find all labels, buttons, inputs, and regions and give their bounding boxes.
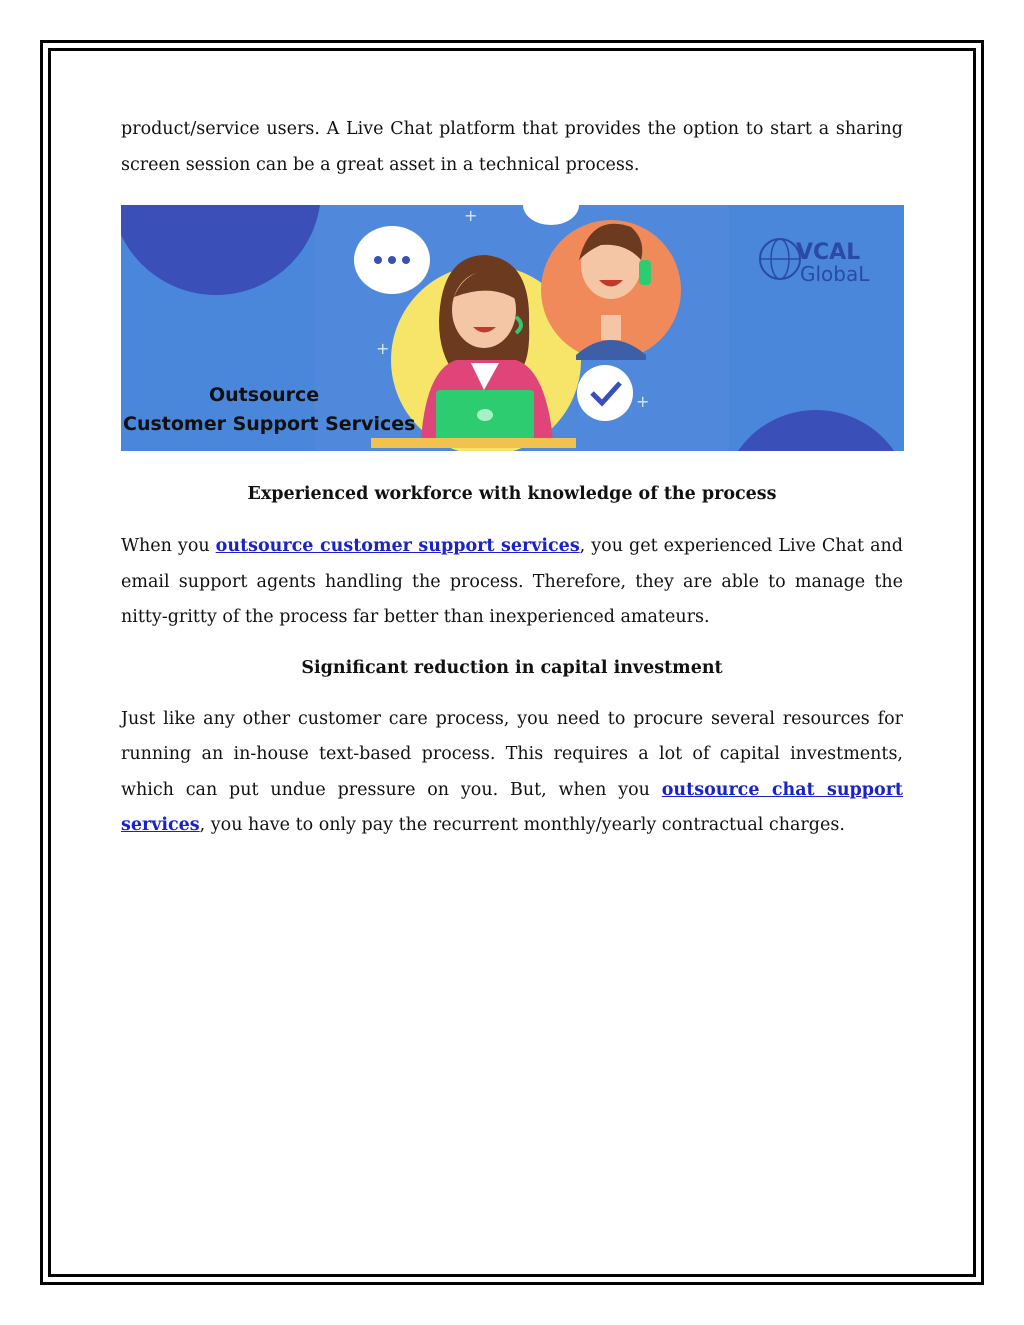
heading-experienced-workforce: Experienced workforce with knowledge of the process (247, 484, 777, 504)
svg-text:GlobaL: GlobaL (800, 262, 870, 286)
workforce-text-after: , you get experienced Live Chat and email support agents handling the process. Therefore, they are able to manage the nitty-gritty of the process far better than inexperienced amateurs. (121, 536, 903, 627)
banner-image (121, 205, 904, 451)
svg-text:+: + (376, 339, 390, 358)
workforce-paragraph (121, 529, 903, 636)
capital-text-before: Just like any other customer care process, you need to procure several resources for running an in-house text-based process. This requires a lot of capital investments, which can put undue pressure on you. But, when you (121, 708, 903, 800)
banner-caption (123, 381, 415, 439)
svg-text:VCAL: VCAL (796, 240, 861, 265)
outsource-customer-support-link[interactable]: outsource customer support services (215, 536, 580, 556)
banner-title-line1: Outsource (209, 384, 320, 406)
svg-text:+: + (464, 206, 478, 225)
workforce-text-before: When you (121, 536, 216, 556)
banner-title-line2: Customer Support Services (123, 413, 416, 435)
capital-text-after: , you have to only pay the recurrent monthly/yearly contractual charges. (199, 815, 845, 835)
heading-capital-investment: Significant reduction in capital investment (301, 657, 723, 678)
capital-paragraph (121, 702, 903, 844)
vcall-global-logo (758, 229, 898, 289)
outsource-chat-support-link[interactable]: outsource chat support services (121, 779, 903, 835)
intro-paragraph: product/service users. A Live Chat platform that provides the option to start a sharing screen session can be a great asset in a technical process. (121, 119, 903, 175)
svg-text:+: + (636, 392, 650, 411)
document-content (121, 112, 903, 844)
